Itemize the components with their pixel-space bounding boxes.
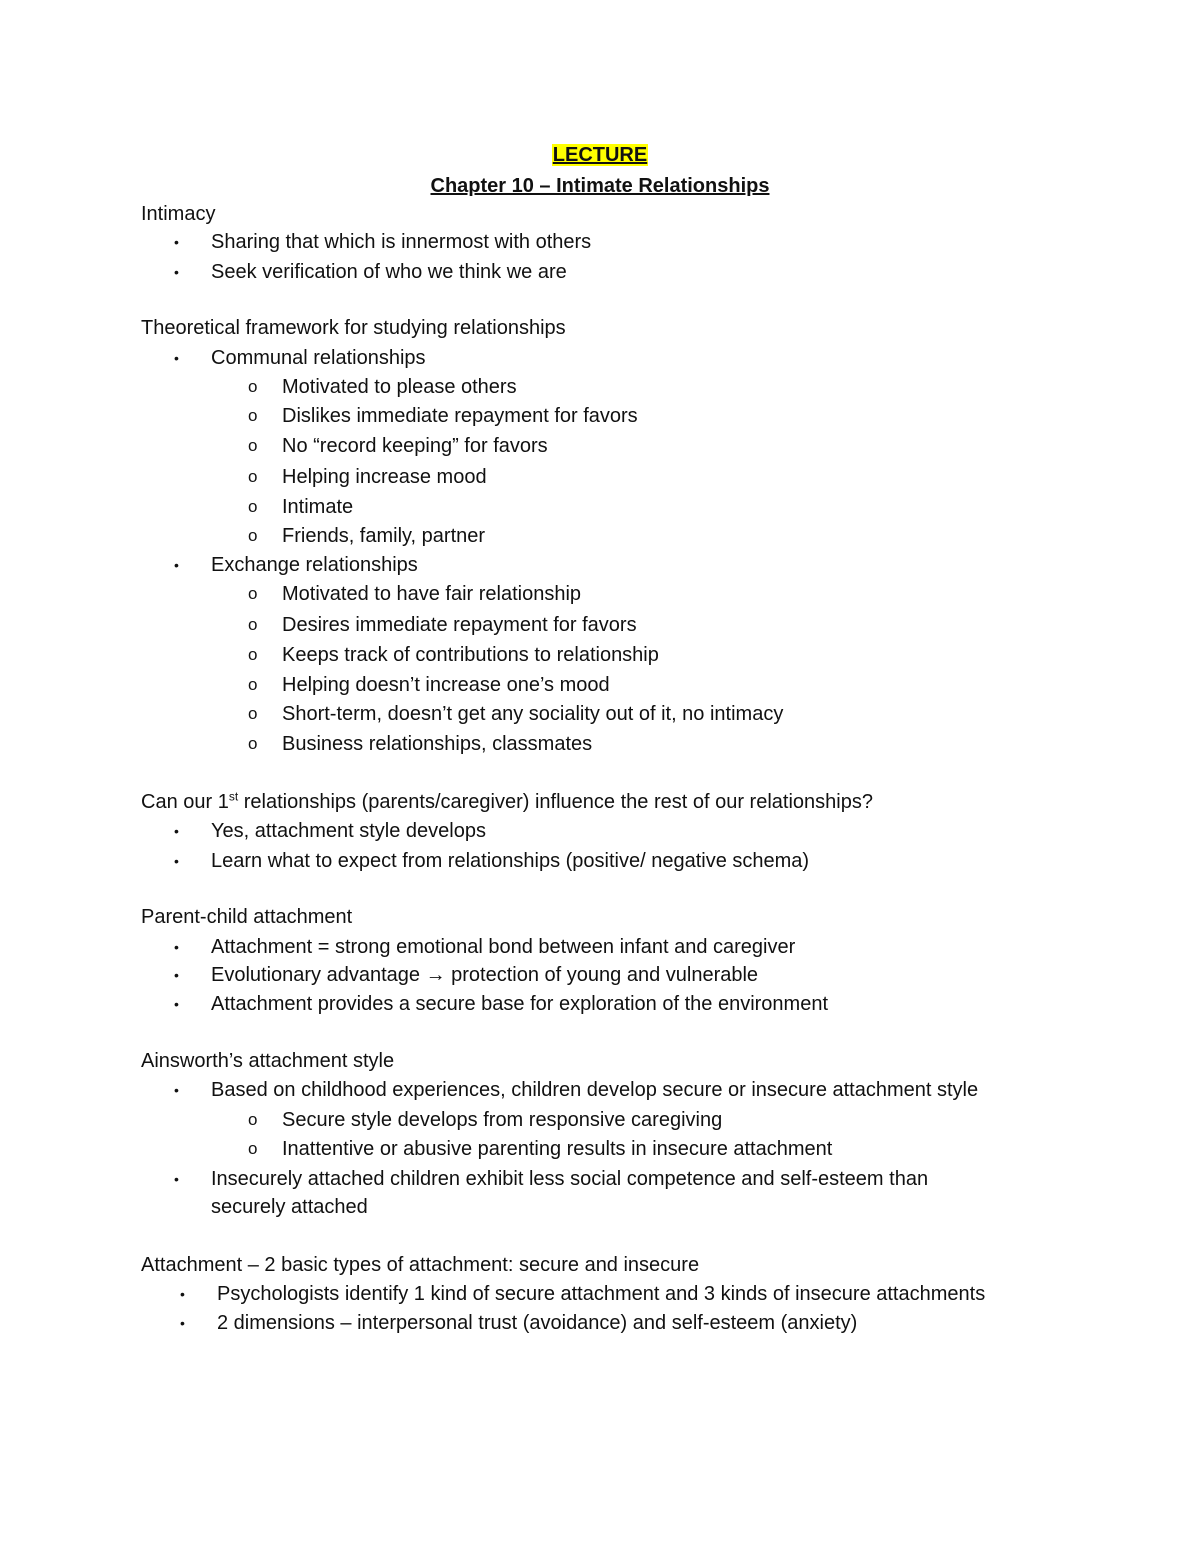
sub-bullet-icon: o xyxy=(248,615,258,634)
sub-bullet-icon: o xyxy=(248,734,258,753)
bullet-icon: • xyxy=(174,853,179,869)
lecture-label xyxy=(0,143,1200,167)
sub-list-item: Friends, family, partner xyxy=(282,525,486,547)
item-text: Evolutionary advantage xyxy=(211,964,426,986)
sub-list-item: Secure style develops from responsive caregiving xyxy=(282,1109,723,1131)
sub-bullet-icon: o xyxy=(248,436,258,455)
section-heading-framework: Theoretical framework for studying relationships xyxy=(141,317,566,339)
lecture-highlight: LECTURE xyxy=(552,144,648,166)
list-item: 2 dimensions – interpersonal trust (avoidance) and self-esteem (anxiety) xyxy=(217,1312,858,1334)
bullet-icon: • xyxy=(174,350,179,366)
bullet-icon: • xyxy=(174,1171,179,1187)
sub-bullet-icon: o xyxy=(248,1110,258,1129)
list-item: Yes, attachment style develops xyxy=(211,820,486,842)
list-item: Attachment = strong emotional bond between infant and caregiver xyxy=(211,936,796,958)
bullet-icon: • xyxy=(174,1082,179,1098)
sub-list-item: Motivated to please others xyxy=(282,376,517,398)
list-item: Seek verification of who we think we are xyxy=(211,261,567,283)
sub-list-item: Short-term, doesn’t get any sociality out of it, no intimacy xyxy=(282,703,784,725)
sub-list-item: Helping increase mood xyxy=(282,466,487,488)
sub-bullet-icon: o xyxy=(248,1139,258,1158)
bullet-icon: • xyxy=(180,1315,185,1331)
sub-list-item: Motivated to have fair relationship xyxy=(282,583,582,605)
sub-bullet-icon: o xyxy=(248,406,258,425)
sub-bullet-icon: o xyxy=(248,584,258,603)
bullet-icon: • xyxy=(174,264,179,280)
section-heading-first-relationships xyxy=(141,790,873,814)
sub-bullet-icon: o xyxy=(248,497,258,516)
list-item: Insecurely attached children exhibit less social competence and self-esteem than xyxy=(211,1168,929,1190)
list-item-evolutionary xyxy=(211,963,758,987)
list-item: Attachment provides a secure base for exploration of the environment xyxy=(211,993,829,1015)
section-heading-parent-child: Parent-child attachment xyxy=(141,906,353,928)
heading-part: Can our 1 xyxy=(141,791,229,813)
sub-list-item: No “record keeping” for favors xyxy=(282,435,548,457)
sub-list-item: Intimate xyxy=(282,496,354,518)
bullet-icon: • xyxy=(174,823,179,839)
section-heading-attachment-types: Attachment – 2 basic types of attachment: secure and insecure xyxy=(141,1254,700,1276)
arrow-right-icon: → xyxy=(425,964,446,986)
sub-bullet-icon: o xyxy=(248,675,258,694)
sub-bullet-icon: o xyxy=(248,526,258,545)
bullet-icon: • xyxy=(180,1286,185,1302)
list-item: Based on childhood experiences, children develop secure or insecure attachment style xyxy=(211,1079,979,1101)
sub-list-item: Keeps track of contributions to relationship xyxy=(282,644,659,666)
list-item: Psychologists identify 1 kind of secure attachment and 3 kinds of insecure attachments xyxy=(217,1283,986,1305)
list-item: Sharing that which is innermost with others xyxy=(211,231,592,253)
sub-bullet-icon: o xyxy=(248,704,258,723)
bullet-icon: • xyxy=(174,996,179,1012)
bullet-icon: • xyxy=(174,234,179,250)
ordinal-superscript: st xyxy=(228,789,239,804)
section-heading-ainsworth: Ainsworth’s attachment style xyxy=(141,1050,395,1072)
list-item-exchange: Exchange relationships xyxy=(211,554,418,576)
chapter-title: Chapter 10 – Intimate Relationships xyxy=(430,175,770,197)
item-text: protection of young and vulnerable xyxy=(445,964,759,986)
sub-bullet-icon: o xyxy=(248,377,258,396)
sub-bullet-icon: o xyxy=(248,645,258,664)
bullet-icon: • xyxy=(174,939,179,955)
list-item-communal: Communal relationships xyxy=(211,347,426,369)
sub-list-item: Business relationships, classmates xyxy=(282,733,593,755)
heading-part: relationships (parents/caregiver) influence the rest of our relationships? xyxy=(238,791,873,813)
sub-list-item: Helping doesn’t increase one’s mood xyxy=(282,674,610,696)
list-item: Learn what to expect from relationships (positive/ negative schema) xyxy=(211,850,810,872)
sub-list-item: Inattentive or abusive parenting results in insecure attachment xyxy=(282,1138,833,1160)
sub-list-item: Desires immediate repayment for favors xyxy=(282,614,637,636)
bullet-icon: • xyxy=(174,557,179,573)
list-item-continuation: securely attached xyxy=(211,1196,368,1218)
sub-list-item: Dislikes immediate repayment for favors xyxy=(282,405,638,427)
bullet-icon: • xyxy=(174,967,179,983)
section-heading-intimacy: Intimacy xyxy=(141,203,216,225)
sub-bullet-icon: o xyxy=(248,467,258,486)
